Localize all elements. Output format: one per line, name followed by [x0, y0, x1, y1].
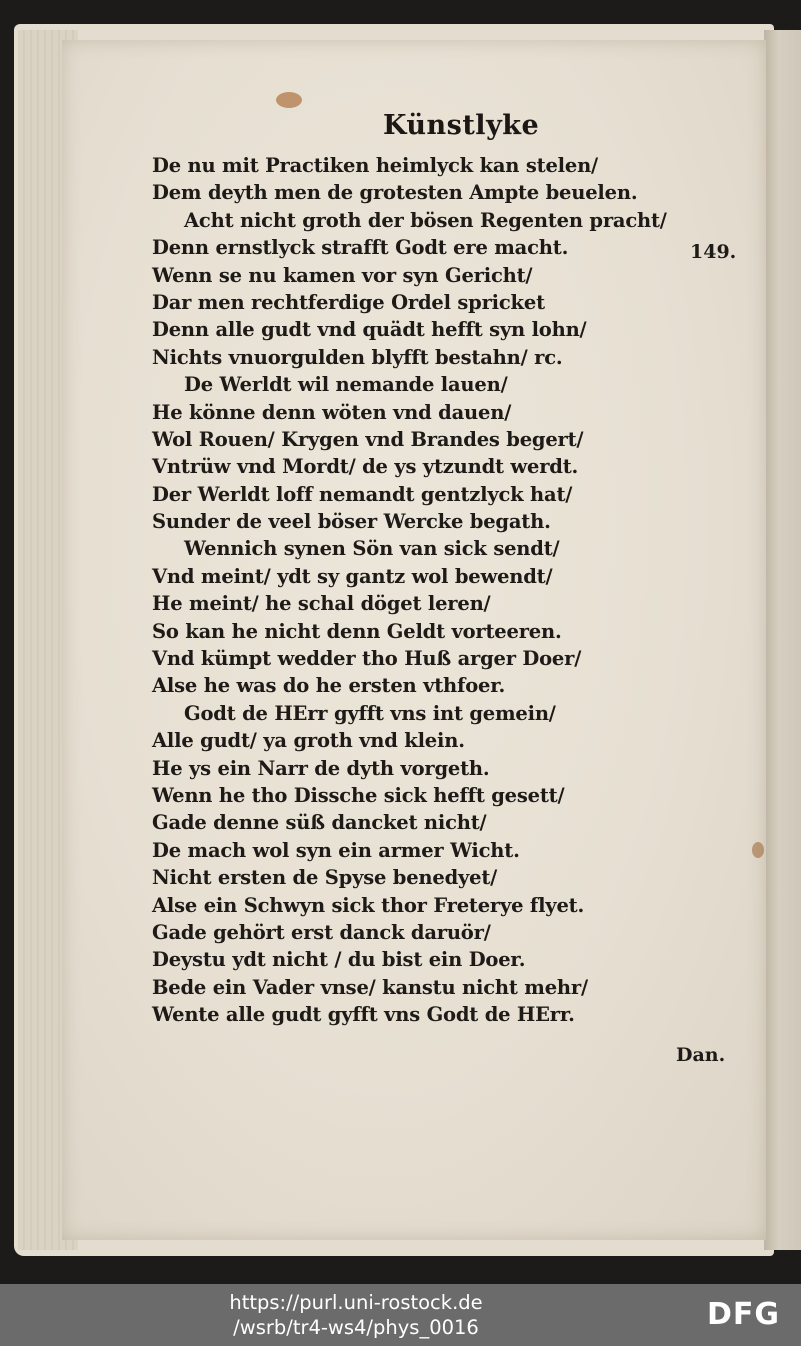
verse-line: Vntrüw vnd Mordt/ de ys ytzundt werdt. — [152, 455, 579, 479]
verse-line: Wente alle gudt gyfft vns Godt de HErr. — [152, 1003, 575, 1027]
verse-line: Dem deyth men de grotesten Ampte beuelen. — [152, 181, 638, 205]
verse-line: He ys ein Narr de dyth vorgeth. — [152, 756, 490, 780]
verse-line: Bede ein Vader vnse/ kanstu nicht mehr/ — [152, 975, 588, 999]
permalink[interactable] — [186, 1290, 526, 1340]
verse-line: Nichts vnuorgulden blyfft bestahn/ rc. — [152, 345, 563, 369]
verse-line: De mach wol syn ein armer Wicht. — [152, 838, 520, 862]
verse-line: Sunder de veel böser Wercke begath. — [152, 510, 551, 534]
verse-line: Gade gehört erst danck daruör/ — [152, 920, 491, 944]
verse-line: De Werldt wil nemande lauen/ — [184, 373, 508, 397]
verse-text — [152, 152, 752, 1029]
permalink-line-1[interactable]: https://purl.uni-rostock.de — [229, 1291, 483, 1314]
verse-line: Alle gudt/ ya groth vnd klein. — [152, 729, 465, 753]
verse-line: He könne denn wöten vnd dauen/ — [152, 400, 512, 424]
paper-stain — [752, 842, 764, 858]
paper-stain — [276, 92, 302, 108]
folio-number: 149. — [690, 241, 737, 263]
verse-line: Wenn he tho Dissche sick hefft gesett/ — [152, 783, 565, 807]
verse-line: Vnd meint/ ydt sy gantz wol bewendt/ — [152, 564, 553, 588]
verse-line: Nicht ersten de Spyse benedyet/ — [152, 866, 498, 890]
verse-line: Der Werldt loff nemandt gentzlyck hat/ — [152, 482, 573, 506]
verse-line: So kan he nicht denn Geldt vorteeren. — [152, 619, 562, 643]
catchword: Dan. — [676, 1044, 726, 1066]
dfg-logo: DFG — [707, 1297, 781, 1332]
verse-line: Wol Rouen/ Krygen vnd Brandes begert/ — [152, 427, 584, 451]
verse-line: Alse he was do he ersten vthfoer. — [152, 674, 506, 698]
verse-line: Dar men rechtferdige Ordel spricket — [152, 290, 545, 314]
verse-line: Vnd kümpt wedder tho Huß arger Doer/ — [152, 647, 582, 671]
verse-line: Wennich synen Sön van sick sendt/ — [184, 537, 560, 561]
verse-line: Gade denne süß dancket nicht/ — [152, 811, 487, 835]
viewer-footer — [0, 1284, 801, 1346]
verse-line: Denn ernstlyck strafft Godt ere macht. — [152, 236, 569, 260]
verse-line: He meint/ he schal döget leren/ — [152, 592, 491, 616]
facing-page-edge — [764, 30, 801, 1250]
verse-line: Deystu ydt nicht / du bist ein Doer. — [152, 948, 526, 972]
verse-line: Godt de HErr gyfft vns int gemein/ — [184, 701, 556, 725]
verse-line: Denn alle gudt vnd quädt hefft syn lohn/ — [152, 318, 587, 342]
verse-line: Alse ein Schwyn sick thor Freterye flyet. — [152, 893, 585, 917]
verse-line: Acht nicht groth der bösen Regenten pracht/ — [184, 208, 667, 232]
permalink-line-2[interactable]: /wsrb/tr4-ws4/phys_0016 — [233, 1316, 479, 1339]
verse-line: Wenn se nu kamen vor syn Gericht/ — [152, 263, 533, 287]
running-head: Künstlyke — [383, 110, 540, 141]
verse-line: De nu mit Practiken heimlyck kan stelen/ — [152, 154, 598, 177]
